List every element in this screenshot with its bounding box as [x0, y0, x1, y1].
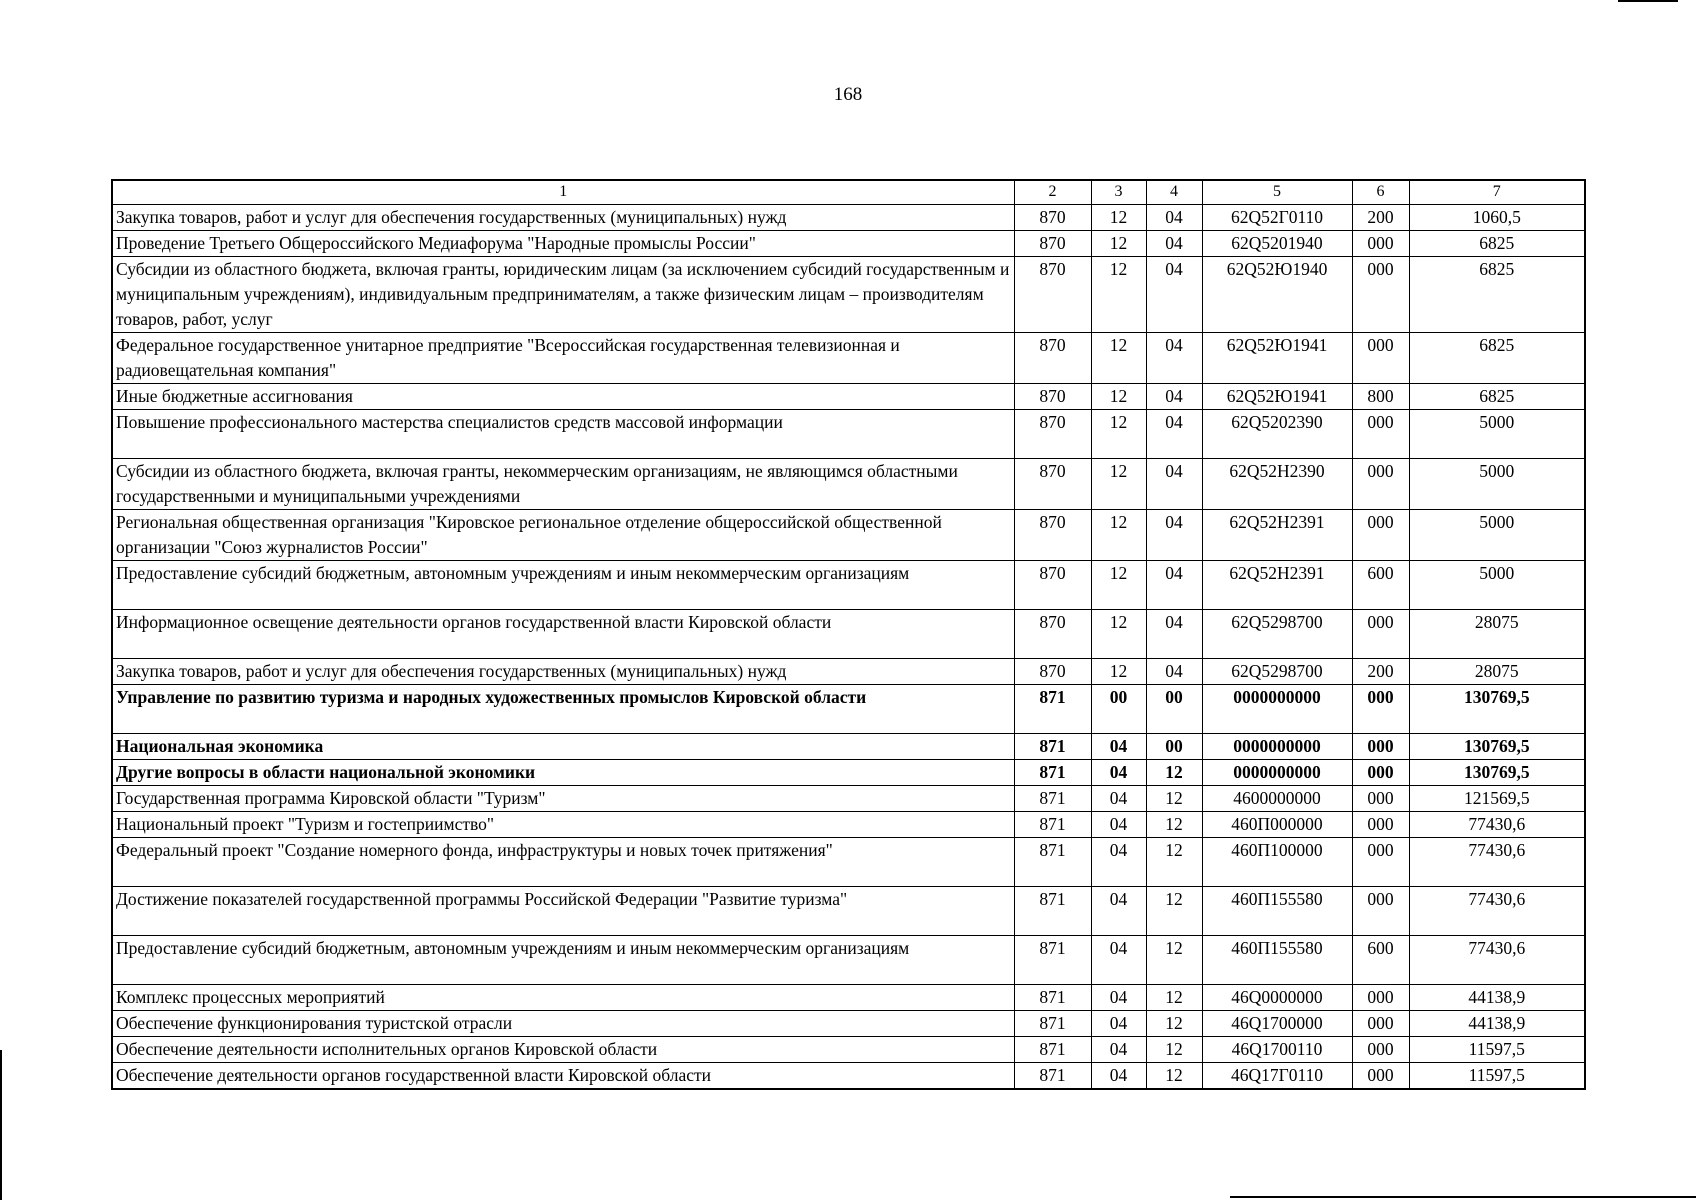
budget-table-body [112, 180, 1585, 1089]
row-col6-cell: 000 [1352, 837, 1409, 886]
row-col6-cell: 000 [1352, 1010, 1409, 1036]
row-name-cell: Достижение показателей государственной программы Российской Федерации "Развитие туризма" [112, 886, 1014, 935]
row-col5-cell: 46Q1700110 [1202, 1036, 1352, 1062]
table-row [112, 332, 1585, 383]
row-col2-cell: 871 [1014, 733, 1091, 759]
row-col7-cell: 77430,6 [1409, 935, 1585, 984]
row-col2-cell: 870 [1014, 609, 1091, 658]
table-row [112, 733, 1585, 759]
row-col3-cell: 12 [1091, 256, 1146, 332]
row-name-cell: Проведение Третьего Общероссийского Медиафорума "Народные промыслы России" [112, 230, 1014, 256]
row-col3-cell: 04 [1091, 785, 1146, 811]
table-row [112, 1036, 1585, 1062]
table-row [112, 785, 1585, 811]
table-row [112, 509, 1585, 560]
table-row [112, 935, 1585, 984]
row-col3-cell: 04 [1091, 837, 1146, 886]
row-name-cell: Федеральный проект "Создание номерного фонда, инфраструктуры и новых точек притяжения" [112, 837, 1014, 886]
row-name-cell: Государственная программа Кировской области "Туризм" [112, 785, 1014, 811]
row-col2-cell: 870 [1014, 409, 1091, 458]
row-col7-cell: 6825 [1409, 256, 1585, 332]
row-col2-cell: 871 [1014, 759, 1091, 785]
row-col5-cell: 46Q1700000 [1202, 1010, 1352, 1036]
row-col5-cell: 0000000000 [1202, 684, 1352, 733]
row-col2-cell: 870 [1014, 332, 1091, 383]
row-col4-cell: 12 [1146, 935, 1202, 984]
table-row [112, 204, 1585, 230]
row-col3-cell: 12 [1091, 230, 1146, 256]
row-name-cell: Предоставление субсидий бюджетным, автономным учреждениям и иным некоммерческим организациям [112, 935, 1014, 984]
table-row [112, 383, 1585, 409]
row-col7-cell: 11597,5 [1409, 1062, 1585, 1089]
row-col7-cell: 5000 [1409, 509, 1585, 560]
row-col4-cell: 00 [1146, 684, 1202, 733]
row-col4-cell: 04 [1146, 658, 1202, 684]
row-name-cell: Повышение профессионального мастерства специалистов средств массовой информации [112, 409, 1014, 458]
row-col3-cell: 04 [1091, 1036, 1146, 1062]
row-col4-cell: 12 [1146, 886, 1202, 935]
row-col6-cell: 000 [1352, 509, 1409, 560]
row-col5-cell: 460П000000 [1202, 811, 1352, 837]
row-name-cell: Обеспечение деятельности органов государственной власти Кировской области [112, 1062, 1014, 1089]
row-col7-cell: 5000 [1409, 560, 1585, 609]
row-name-cell: Закупка товаров, работ и услуг для обеспечения государственных (муниципальных) нужд [112, 204, 1014, 230]
header-cell: 3 [1091, 180, 1146, 204]
row-col7-cell: 1060,5 [1409, 204, 1585, 230]
row-col4-cell: 04 [1146, 230, 1202, 256]
row-col6-cell: 000 [1352, 409, 1409, 458]
row-col6-cell: 000 [1352, 759, 1409, 785]
row-col3-cell: 12 [1091, 609, 1146, 658]
row-col4-cell: 12 [1146, 811, 1202, 837]
row-col2-cell: 870 [1014, 256, 1091, 332]
row-col6-cell: 000 [1352, 684, 1409, 733]
row-col3-cell: 12 [1091, 458, 1146, 509]
row-col6-cell: 000 [1352, 785, 1409, 811]
row-col3-cell: 04 [1091, 759, 1146, 785]
row-col2-cell: 870 [1014, 658, 1091, 684]
row-col6-cell: 600 [1352, 560, 1409, 609]
row-col6-cell: 000 [1352, 609, 1409, 658]
header-cell: 7 [1409, 180, 1585, 204]
row-col5-cell: 4600000000 [1202, 785, 1352, 811]
row-col6-cell: 000 [1352, 984, 1409, 1010]
table-row [112, 837, 1585, 886]
row-col7-cell: 130769,5 [1409, 733, 1585, 759]
row-col7-cell: 77430,6 [1409, 811, 1585, 837]
scan-edge-mark-left [0, 1050, 2, 1200]
row-col5-cell: 62Q52Н2391 [1202, 509, 1352, 560]
row-col5-cell: 460П155580 [1202, 935, 1352, 984]
row-col2-cell: 871 [1014, 1062, 1091, 1089]
row-col5-cell: 62Q52Ю1940 [1202, 256, 1352, 332]
row-col3-cell: 00 [1091, 684, 1146, 733]
row-col3-cell: 04 [1091, 1010, 1146, 1036]
row-name-cell: Субсидии из областного бюджета, включая гранты, некоммерческим организациям, не являющимся областными государственными и муниципальными учреждениями [112, 458, 1014, 509]
row-col4-cell: 12 [1146, 759, 1202, 785]
row-name-cell: Комплекс процессных мероприятий [112, 984, 1014, 1010]
table-row [112, 1062, 1585, 1089]
table-row [112, 984, 1585, 1010]
row-col4-cell: 12 [1146, 984, 1202, 1010]
row-col7-cell: 77430,6 [1409, 837, 1585, 886]
row-col6-cell: 000 [1352, 332, 1409, 383]
table-row [112, 759, 1585, 785]
row-name-cell: Информационное освещение деятельности органов государственной власти Кировской области [112, 609, 1014, 658]
table-row [112, 609, 1585, 658]
row-col4-cell: 04 [1146, 332, 1202, 383]
row-col5-cell: 460П100000 [1202, 837, 1352, 886]
table-row [112, 256, 1585, 332]
row-col2-cell: 871 [1014, 1036, 1091, 1062]
row-col2-cell: 871 [1014, 837, 1091, 886]
row-col4-cell: 04 [1146, 383, 1202, 409]
row-col7-cell: 130769,5 [1409, 759, 1585, 785]
row-col6-cell: 000 [1352, 811, 1409, 837]
row-col2-cell: 871 [1014, 684, 1091, 733]
row-col7-cell: 11597,5 [1409, 1036, 1585, 1062]
table-row [112, 560, 1585, 609]
row-col3-cell: 12 [1091, 204, 1146, 230]
row-col2-cell: 870 [1014, 458, 1091, 509]
row-col3-cell: 04 [1091, 811, 1146, 837]
row-col2-cell: 871 [1014, 811, 1091, 837]
header-cell: 1 [112, 180, 1014, 204]
row-col6-cell: 000 [1352, 1062, 1409, 1089]
row-col4-cell: 12 [1146, 785, 1202, 811]
row-col5-cell: 62Q52Ю1941 [1202, 332, 1352, 383]
row-col5-cell: 62Q5298700 [1202, 609, 1352, 658]
table-row [112, 458, 1585, 509]
row-col6-cell: 800 [1352, 383, 1409, 409]
row-col3-cell: 12 [1091, 560, 1146, 609]
row-col5-cell: 0000000000 [1202, 759, 1352, 785]
row-col5-cell: 46Q17Г0110 [1202, 1062, 1352, 1089]
row-col6-cell: 000 [1352, 733, 1409, 759]
header-cell: 4 [1146, 180, 1202, 204]
row-col6-cell: 000 [1352, 458, 1409, 509]
table-header-row [112, 180, 1585, 204]
row-col6-cell: 000 [1352, 886, 1409, 935]
row-col4-cell: 12 [1146, 1036, 1202, 1062]
scan-edge-mark-bottom [1230, 1196, 1696, 1198]
row-name-cell: Закупка товаров, работ и услуг для обеспечения государственных (муниципальных) нужд [112, 658, 1014, 684]
row-name-cell: Управление по развитию туризма и народных художественных промыслов Кировской области [112, 684, 1014, 733]
row-col7-cell: 6825 [1409, 332, 1585, 383]
row-col7-cell: 28075 [1409, 658, 1585, 684]
row-col2-cell: 870 [1014, 383, 1091, 409]
row-col7-cell: 28075 [1409, 609, 1585, 658]
row-col3-cell: 04 [1091, 984, 1146, 1010]
row-col2-cell: 871 [1014, 785, 1091, 811]
table-row [112, 1010, 1585, 1036]
row-name-cell: Другие вопросы в области национальной экономики [112, 759, 1014, 785]
row-col6-cell: 000 [1352, 230, 1409, 256]
row-col7-cell: 44138,9 [1409, 984, 1585, 1010]
row-col6-cell: 200 [1352, 204, 1409, 230]
row-name-cell: Обеспечение деятельности исполнительных органов Кировской области [112, 1036, 1014, 1062]
row-col3-cell: 04 [1091, 733, 1146, 759]
row-col5-cell: 62Q52Н2391 [1202, 560, 1352, 609]
row-col3-cell: 04 [1091, 886, 1146, 935]
row-col7-cell: 121569,5 [1409, 785, 1585, 811]
row-col4-cell: 04 [1146, 609, 1202, 658]
page-number: 168 [833, 84, 863, 105]
table-row [112, 658, 1585, 684]
table-row [112, 409, 1585, 458]
row-col4-cell: 12 [1146, 1010, 1202, 1036]
row-name-cell: Национальная экономика [112, 733, 1014, 759]
row-col3-cell: 12 [1091, 332, 1146, 383]
row-name-cell: Обеспечение функционирования туристской отрасли [112, 1010, 1014, 1036]
row-col2-cell: 871 [1014, 984, 1091, 1010]
row-col3-cell: 12 [1091, 658, 1146, 684]
row-col7-cell: 5000 [1409, 458, 1585, 509]
row-name-cell: Национальный проект "Туризм и гостеприимство" [112, 811, 1014, 837]
row-col5-cell: 0000000000 [1202, 733, 1352, 759]
row-col5-cell: 460П155580 [1202, 886, 1352, 935]
row-col6-cell: 200 [1352, 658, 1409, 684]
row-col2-cell: 870 [1014, 509, 1091, 560]
row-col4-cell: 12 [1146, 837, 1202, 886]
row-name-cell: Федеральное государственное унитарное предприятие "Всероссийская государственная телевизионная и радиовещательная компания" [112, 332, 1014, 383]
row-col7-cell: 77430,6 [1409, 886, 1585, 935]
header-cell: 5 [1202, 180, 1352, 204]
row-col6-cell: 000 [1352, 1036, 1409, 1062]
row-col4-cell: 04 [1146, 509, 1202, 560]
row-col6-cell: 000 [1352, 256, 1409, 332]
row-name-cell: Субсидии из областного бюджета, включая гранты, юридическим лицам (за исключением субсидий государственным и муниципальным учреждениям), индивидуальным предпринимателям, а также физическим лицам – производителям товаров, работ, услуг [112, 256, 1014, 332]
row-name-cell: Иные бюджетные ассигнования [112, 383, 1014, 409]
row-col7-cell: 6825 [1409, 230, 1585, 256]
row-col2-cell: 870 [1014, 230, 1091, 256]
table-row [112, 230, 1585, 256]
row-col3-cell: 04 [1091, 935, 1146, 984]
row-col2-cell: 870 [1014, 204, 1091, 230]
row-col2-cell: 870 [1014, 560, 1091, 609]
row-col5-cell: 46Q0000000 [1202, 984, 1352, 1010]
budget-table [111, 179, 1586, 1090]
row-col2-cell: 871 [1014, 886, 1091, 935]
row-col4-cell: 00 [1146, 733, 1202, 759]
row-name-cell: Предоставление субсидий бюджетным, автономным учреждениям и иным некоммерческим организациям [112, 560, 1014, 609]
row-col5-cell: 62Q52Г0110 [1202, 204, 1352, 230]
row-name-cell: Региональная общественная организация "Кировское региональное отделение общероссийской общественной организации "Союз журналистов России" [112, 509, 1014, 560]
header-cell: 6 [1352, 180, 1409, 204]
row-col7-cell: 5000 [1409, 409, 1585, 458]
row-col7-cell: 6825 [1409, 383, 1585, 409]
row-col3-cell: 12 [1091, 409, 1146, 458]
row-col3-cell: 12 [1091, 383, 1146, 409]
row-col5-cell: 62Q52Н2390 [1202, 458, 1352, 509]
header-cell: 2 [1014, 180, 1091, 204]
table-row [112, 811, 1585, 837]
row-col3-cell: 04 [1091, 1062, 1146, 1089]
row-col4-cell: 04 [1146, 458, 1202, 509]
table-row [112, 886, 1585, 935]
row-col3-cell: 12 [1091, 509, 1146, 560]
row-col2-cell: 871 [1014, 935, 1091, 984]
row-col7-cell: 44138,9 [1409, 1010, 1585, 1036]
table-row [112, 684, 1585, 733]
row-col6-cell: 600 [1352, 935, 1409, 984]
row-col5-cell: 62Q5201940 [1202, 230, 1352, 256]
row-col5-cell: 62Q52Ю1941 [1202, 383, 1352, 409]
row-col4-cell: 04 [1146, 256, 1202, 332]
row-col4-cell: 04 [1146, 560, 1202, 609]
row-col4-cell: 12 [1146, 1062, 1202, 1089]
scan-edge-mark-top [1618, 0, 1678, 2]
row-col5-cell: 62Q5202390 [1202, 409, 1352, 458]
row-col5-cell: 62Q5298700 [1202, 658, 1352, 684]
row-col4-cell: 04 [1146, 204, 1202, 230]
row-col7-cell: 130769,5 [1409, 684, 1585, 733]
row-col4-cell: 04 [1146, 409, 1202, 458]
row-col2-cell: 871 [1014, 1010, 1091, 1036]
